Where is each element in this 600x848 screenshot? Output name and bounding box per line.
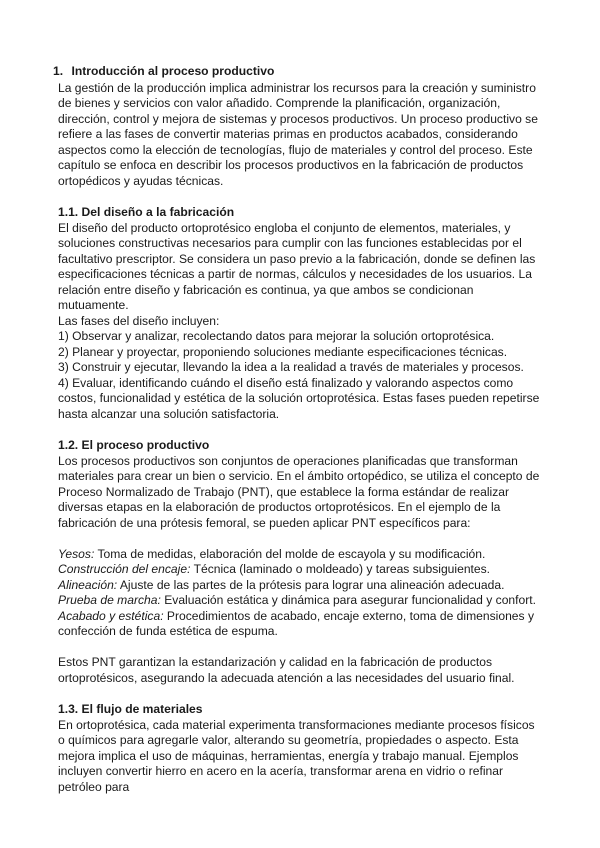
pnt-item	[58, 562, 544, 578]
pnt-desc: Procedimientos de acabado, encaje externo, toma de dimensiones y confección de funda estética de espuma.	[58, 608, 534, 638]
pnt-term: Construcción del encaje:	[58, 562, 191, 576]
pnt-item	[58, 547, 544, 563]
section-1-1-body: El diseño del producto ortoprotésico engloba el conjunto de elementos, materiales, y soluciones constructivas necesarios para cumplir con las funciones establecidas por el facultativo prescriptor. Se considera un paso previo a la fabricación, donde se definen las especificaciones técnicas a partir de normas, cálculos y necesidades de los usuarios. La relación entre diseño y fabricación es continua, ya que ambos se condicionan mutuamente.	[58, 220, 536, 312]
pnt-term: Acabado y estética:	[58, 608, 164, 623]
section-1-number: 1.	[53, 64, 64, 78]
section-1-2-closing: Estos PNT garantizan la estandarización y calidad en la fabricación de productos ortoprotésicos, asegurando la adecuada atención a las necesidades del usuario final.	[58, 655, 515, 685]
pnt-desc: Ajuste de las partes de la prótesis para lograr una alineación adecuada.	[117, 577, 505, 592]
section-1-heading	[53, 64, 544, 80]
pnt-item	[58, 609, 544, 640]
phase-item: 4) Evaluar, identificando cuándo el diseño está finalizado y valorando aspectos como costos, funcionalidad y estética de la solución ortoprotésica. Estas fases pueden repetirse hasta alcanzar una solución satisfactoria.	[58, 375, 540, 421]
phase-item: 3) Construir y ejecutar, llevando la idea a la realidad a través de materiales y procesos.	[58, 360, 524, 374]
section-1-1-heading: 1.1. Del diseño a la fabricación	[58, 205, 235, 219]
pnt-desc: Técnica (laminado o moldeado) y tareas subsiguientes.	[190, 562, 491, 576]
pnt-term: Alineación:	[58, 577, 118, 592]
pnt-desc: Toma de medidas, elaboración del molde de escayola y su modificación.	[94, 546, 486, 561]
document-page	[53, 64, 544, 795]
pnt-item	[58, 578, 544, 594]
section-1-title: Introducción al proceso productivo	[71, 64, 275, 78]
pnt-item	[58, 593, 544, 609]
section-1-3-body: En ortoprotésica, cada material experimenta transformaciones mediante procesos físicos o químicos para agregarle valor, alterando su geometría, propiedades o aspecto. Esta mejora implica el uso de máquinas, herramientas, energía y trabajo manual. Ejemplos incluyen convertir hierro en acero en la acería, transformar arena en vidrio o refinar petróleo para	[58, 717, 535, 794]
pnt-desc: Evaluación estática y dinámica para asegurar funcionalidad y confort.	[160, 593, 536, 607]
section-1-3-heading: 1.3. El flujo de materiales	[58, 702, 203, 716]
section-1-1-phases-intro: Las fases del diseño incluyen:	[58, 313, 220, 328]
spacer	[58, 640, 544, 656]
section-1-body: La gestión de la producción implica administrar los recursos para la creación y suministro de bienes y servicios con valor añadido. Comprende la planificación, organización, dirección, control y mejora de sistemas y procesos productivos. Un proceso productivo se refiere a las fases de convertir materias primas en productos acabados, considerando aspectos como la elección de tecnologías, flujo de materiales y control del proceso. Este capítulo se enfoca en describir los procesos productivos en la fabricación de productos ortopédicos y ayudas técnicas.	[58, 80, 538, 188]
section-1-2-body: Los procesos productivos son conjuntos de operaciones planificadas que transforman materiales para crear un bien o servicio. En el ámbito ortopédico, se utiliza el concepto de Proceso Normalizado de Trabajo (PNT), que establece la forma estándar de realizar diversas etapas en la elaboración de productos ortoprotésicos. En el ejemplo de la fabricación de una prótesis femoral, se pueden aplicar PNT específicos para:	[58, 453, 540, 530]
spacer	[58, 531, 544, 547]
phase-item: 1) Observar y analizar, recolectando datos para mejorar la solución ortoprotésica.	[58, 329, 495, 343]
pnt-term: Prueba de marcha:	[58, 593, 161, 607]
section-1-2-heading: 1.2. El proceso productivo	[58, 438, 210, 452]
phase-item: 2) Planear y proyectar, proponiendo soluciones mediante especificaciones técnicas.	[58, 344, 508, 359]
pnt-term: Yesos:	[58, 546, 95, 561]
